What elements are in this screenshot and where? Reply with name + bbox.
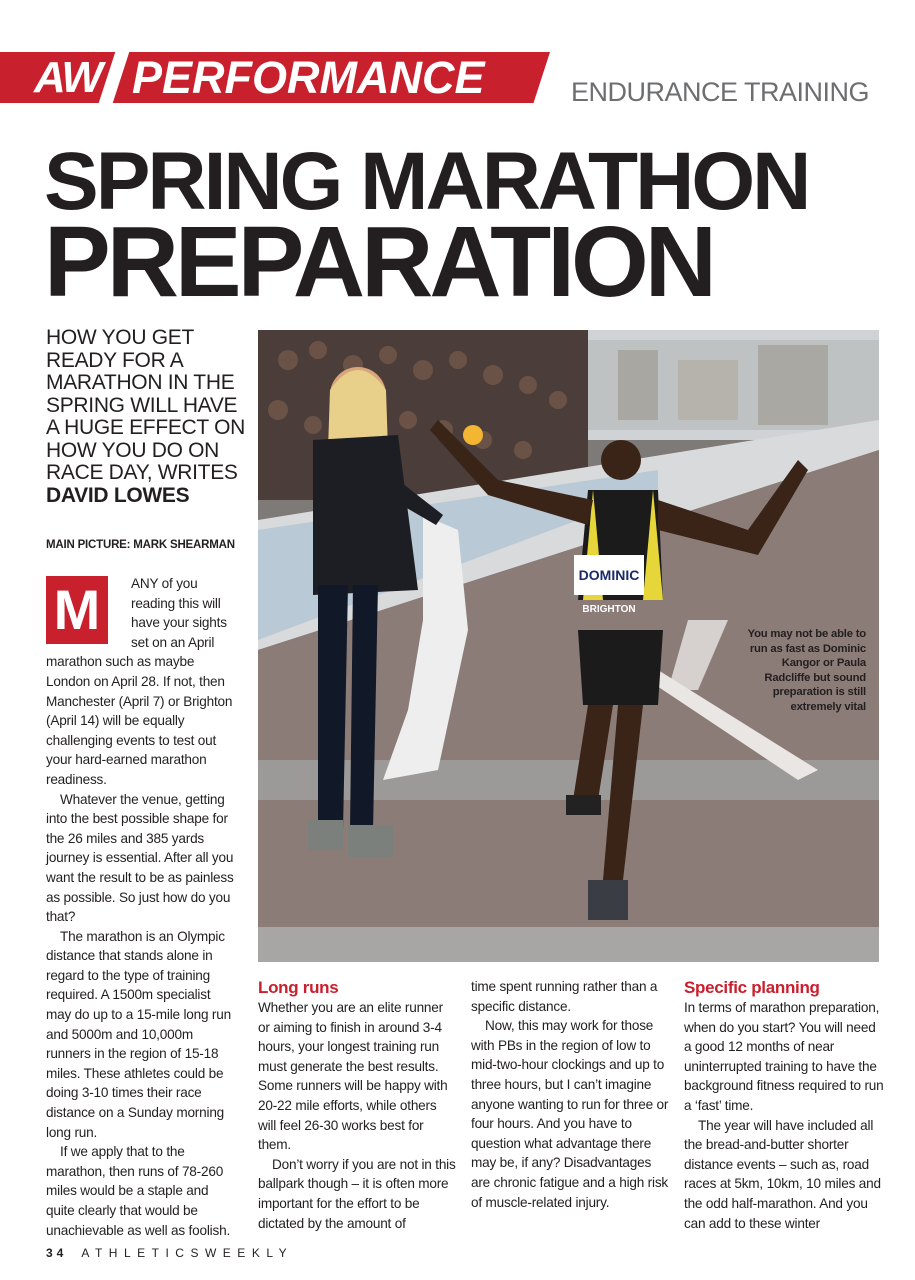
bib-name: DOMINIC xyxy=(578,567,640,583)
subhead-long-runs: Long runs xyxy=(258,978,339,997)
section-title: PERFORMANCE xyxy=(132,52,485,103)
paragraph: In terms of marathon preparation, when do you start? You will need a good 12 months of near uninterrupted training to have the background fitness required to run a ‘fast’ time. xyxy=(684,1000,884,1113)
intro-line: ANY of you xyxy=(131,576,198,591)
paragraph: The marathon is an Olympic distance that stands alone in regard to the type of training required. A 1500m specialist may do up to a 15-mile long run and 5000m and 10,000m runners in the region of 15-18 miles. These athletes could be doing 3-10 times their race distance on a Sunday morning long run. xyxy=(46,928,231,1140)
intro-line: have your sights xyxy=(131,615,227,631)
body-column-1 xyxy=(46,574,236,1240)
magazine-name: ATHLETICSWEEKLY xyxy=(81,1246,294,1260)
standfirst xyxy=(46,327,251,507)
intro-line: set on an April xyxy=(131,634,215,650)
aw-logo: AW xyxy=(34,53,101,102)
category-label: ENDURANCE TRAINING xyxy=(571,77,870,107)
byline: DAVID LOWES xyxy=(46,483,190,507)
headline-line-2: PREPARATION xyxy=(44,206,713,318)
paragraph: marathon such as maybe London on April 28. If not, then Manchester (April 7) or Brighton (April 14) will be equally challenging events to test out your hard-earned marathon readiness. xyxy=(46,654,233,787)
headline-line-1: SPRING MARATHON xyxy=(44,136,809,227)
paragraph: The year will have included all the bread-and-butter shorter distance events – such as, road races at 5km, 10km, 10 miles and the odd half-marathon. And you can add to these winter xyxy=(684,1117,881,1231)
body-column-2 xyxy=(258,977,458,1233)
paragraph: Don’t worry if you are not in this ballpark though – it is often more important for the effort to be dictated by the amount of xyxy=(258,1156,456,1231)
body-column-4 xyxy=(684,977,884,1233)
photo-credit: MAIN PICTURE: MARK SHEARMAN xyxy=(46,539,235,551)
body-column-3 xyxy=(471,977,671,1212)
paragraph: Whether you are an elite runner or aiming to finish in around 3-4 hours, your longest training run must generate the best results. Some runners will be happy with 20-22 mile efforts, while others will feel 26-30 works best for them. xyxy=(258,1000,448,1153)
subhead-specific-planning: Specific planning xyxy=(684,978,820,997)
intro-line: reading this will xyxy=(131,595,221,611)
bib-city: BRIGHTON xyxy=(582,604,636,615)
page-number: 34 xyxy=(46,1246,68,1260)
page-footer xyxy=(46,1246,293,1260)
photo-caption: You may not be able to run as fast as Dominic Kangor or Paula Radcliffe but sound preparation is still extremely vital xyxy=(747,628,866,713)
drop-cap: M xyxy=(46,576,108,644)
paragraph: Whatever the venue, getting into the best possible shape for the 26 miles and 385 yards journey is essential. After all you want the result to be as painless as possible. So just how do you that? xyxy=(46,791,234,925)
paragraph: time spent running rather than a specific distance. xyxy=(471,979,658,1014)
paragraph: If we apply that to the marathon, then runs of 78-260 miles would be a staple and quite clearly that would be unachievable as well as foolish. xyxy=(46,1144,231,1238)
paragraph: Now, this may work for those with PBs in the region of low to mid-two-hour clockings and up to three hours, but I can’t imagine anyone wanting to run for three or four hours. And you have to question what advantage there may be, if any? Disadvantages are chronic fatigue and a high risk of muscle-related injury. xyxy=(471,1018,669,1210)
standfirst-text: HOW YOU GET READY FOR A MARATHON IN THE SPRING WILL HAVE A HUGE EFFECT ON HOW YOU DO ON RACE DAY, WRITES xyxy=(46,326,246,484)
